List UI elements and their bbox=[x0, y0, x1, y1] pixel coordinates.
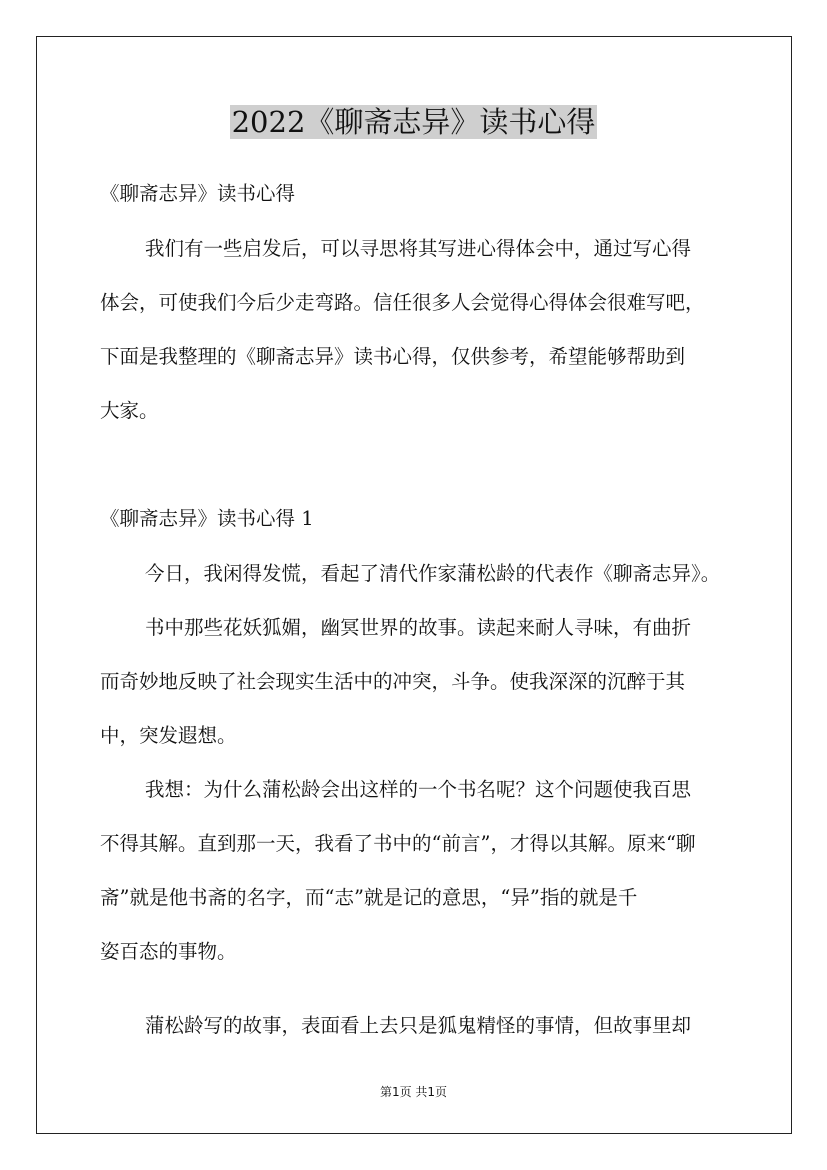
intro-paragraph-line: 大家。 bbox=[100, 399, 159, 422]
body-paragraph-line: 不得其解。直到那一天，我看了书中的“前言”，才得以其解。原来“聊 bbox=[100, 832, 696, 855]
body-paragraph-line: 而奇妙地反映了社会现实生活中的冲突，斗争。使我深深的沉醉于其 bbox=[100, 670, 686, 693]
intro-paragraph-line: 我们有一些启发后，可以寻思将其写进心得体会中，通过写心得 bbox=[145, 237, 692, 260]
body-paragraph-line: 今日，我闲得发慌，看起了清代作家蒲松龄的代表作《聊斋志异》。 bbox=[145, 562, 721, 585]
intro-paragraph-line: 体会，可使我们今后少走弯路。信任很多人会觉得心得体会很难写吧， bbox=[100, 291, 705, 314]
document-title bbox=[0, 100, 827, 144]
body-paragraph-line: 姿百态的事物。 bbox=[100, 940, 237, 963]
section-heading: 《聊斋志异》读书心得 1 bbox=[100, 507, 314, 530]
body-paragraph-line: 我想：为什么蒲松龄会出这样的一个书名呢？这个问题使我百思 bbox=[145, 778, 692, 801]
page-number-footer: 第1页 共1页 bbox=[379, 1085, 448, 1099]
body-paragraph-line: 中，突发遐想。 bbox=[100, 724, 237, 747]
body-paragraph-line: 斋”就是他书斋的名字，而“志”就是记的意思，“异”指的就是千 bbox=[100, 886, 638, 909]
intro-subtitle: 《聊斋志异》读书心得 bbox=[100, 182, 296, 205]
body-paragraph-line: 蒲松龄写的故事，表面看上去只是狐鬼精怪的事情，但故事里却 bbox=[145, 1014, 692, 1037]
body-paragraph-line: 书中那些花妖狐媚，幽冥世界的故事。读起来耐人寻味，有曲折 bbox=[145, 616, 692, 639]
document-title-text: 2022《聊斋志异》读书心得 bbox=[231, 105, 596, 139]
intro-paragraph-line: 下面是我整理的《聊斋志异》读书心得，仅供参考，希望能够帮助到 bbox=[100, 345, 686, 368]
